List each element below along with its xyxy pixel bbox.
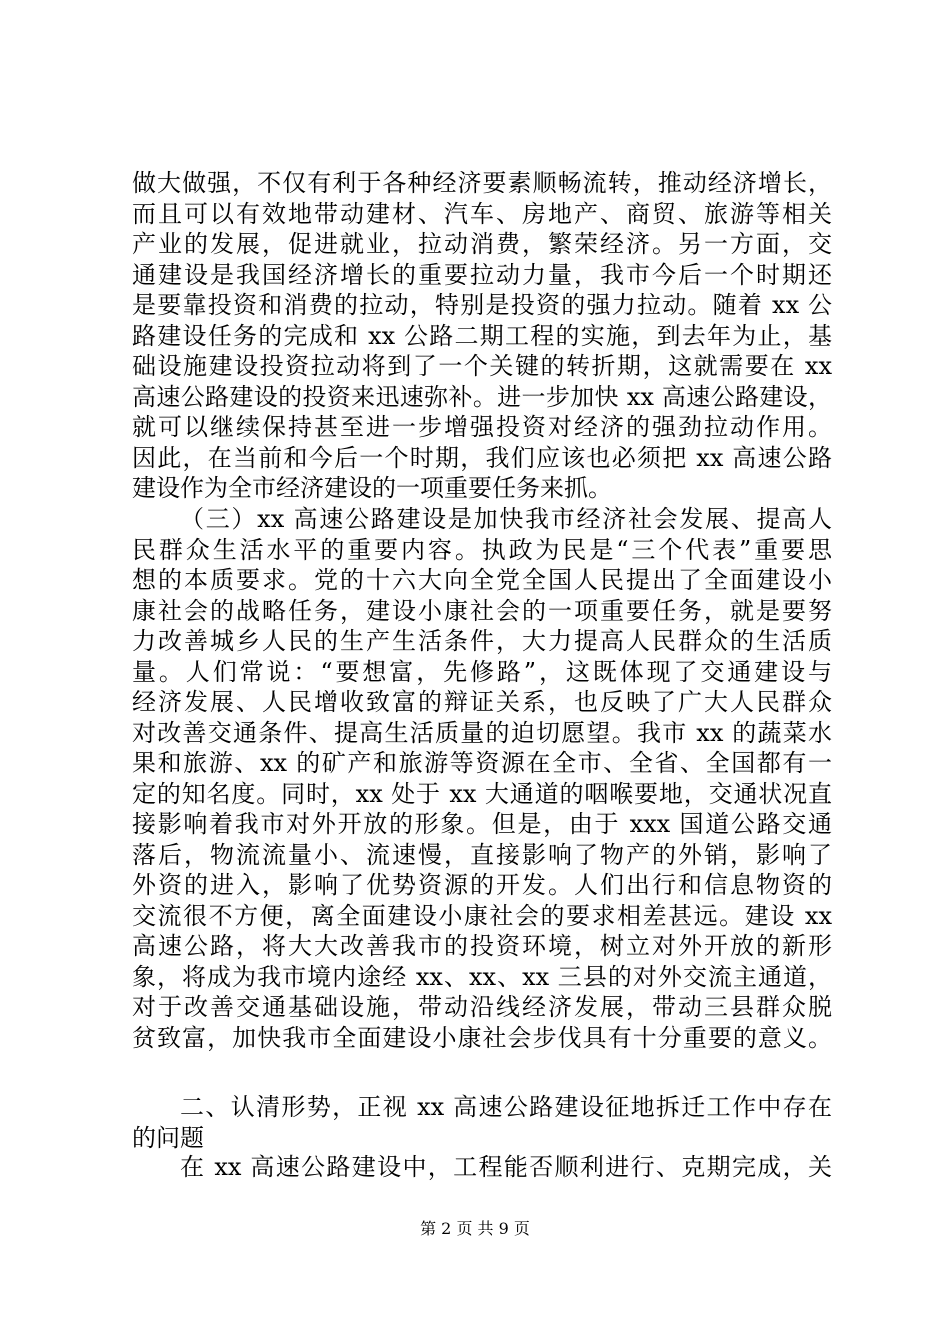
text-line: 通建设是我国经济增长的重要拉动力量，我市今后一个时期还 [132,260,832,289]
text-line: 交流很不方便，离全面建设小康社会的要求相差甚远。建设 xx [132,901,832,930]
text-line: 想的本质要求。党的十六大向全党全国人民提出了全面建设小 [132,566,832,594]
text-line: 接影响着我市对外开放的形象。但是，由于 xxx 国道公路交通 [132,810,832,838]
text-line: 力改善城乡人民的生产生活条件，大力提高人民群众的生活质 [132,627,832,655]
text-line: 量。人们常说：“要想富，先修路”，这既体现了交通建设与 [132,657,832,686]
text-line: 对于改善交通基础设施，带动沿线经济发展，带动三县群众脱 [132,993,832,1021]
text-line: 在 xx 高速公路建设中，工程能否顺利进行、克期完成，关 [180,1153,832,1181]
text-line: 康社会的战略任务，建设小康社会的一项重要任务，就是要努 [132,596,832,625]
text-line: 础设施建设投资拉动将到了一个关键的转折期，这就需要在 xx [132,352,832,380]
text-line: 就可以继续保持甚至进一步增强投资对经济的强劲拉动作用。 [132,413,832,441]
text-line: 路建设任务的完成和 xx 公路二期工程的实施，到去年为止，基 [132,321,832,350]
text-line: 民群众生活水平的重要内容。执政为民是“三个代表”重要思 [132,535,832,564]
text-line: 是要靠投资和消费的拉动，特别是投资的强力拉动。随着 xx 公 [132,291,832,319]
heading-line: 二、认清形势，正视 xx 高速公路建设征地拆迁工作中存在 [180,1093,832,1121]
text-line: 而且可以有效地带动建材、汽车、房地产、商贸、旅游等相关 [132,199,832,228]
paragraph-1 [132,168,832,504]
text-line: 高速公路建设的投资来迅速弥补。进一步加快 xx 高速公路建设， [132,382,832,411]
text-line: （三）xx 高速公路建设是加快我市经济社会发展、提高人 [180,505,832,533]
page-number: 第 2 页 共 9 页 [420,1219,530,1238]
text-line: 因此，在当前和今后一个时期，我们应该也必须把 xx 高速公路 [132,443,832,472]
text-line: 果和旅游、xx 的矿产和旅游等资源在全市、全省、全国都有一 [132,749,832,777]
text-line: 贫致富，加快我市全面建设小康社会步伐具有十分重要的意义。 [132,1023,832,1052]
heading-line: 的问题 [132,1123,204,1152]
section-heading [132,1092,832,1153]
paragraph-2 [132,504,832,1053]
text-line: 对改善交通条件、提高生活质量的迫切愿望。我市 xx 的蔬菜水 [132,718,832,747]
text-line: 外资的进入，影响了优势资源的开发。人们出行和信息物资的 [132,871,832,899]
paragraph-3 [132,1152,832,1183]
page-footer [0,1216,950,1239]
text-line: 经济发展、人民增收致富的辩证关系，也反映了广大人民群众 [132,688,832,716]
text-line: 落后，物流流量小、流速慢，直接影响了物产的外销，影响了 [132,840,832,869]
text-line: 高速公路，将大大改善我市的投资环境，树立对外开放的新形 [132,932,832,960]
text-line: 产业的发展，促进就业，拉动消费，繁荣经济。另一方面，交 [132,230,832,258]
text-line: 象，将成为我市境内途经 xx、xx、xx 三县的对外交流主通道， [132,962,832,991]
text-line: 建设作为全市经济建设的一项重要任务来抓。 [132,474,612,502]
text-line: 做大做强，不仅有利于各种经济要素顺畅流转，推动经济增长， [132,169,832,197]
text-line: 定的知名度。同时，xx 处于 xx 大通道的咽喉要地，交通状况直 [132,779,832,808]
